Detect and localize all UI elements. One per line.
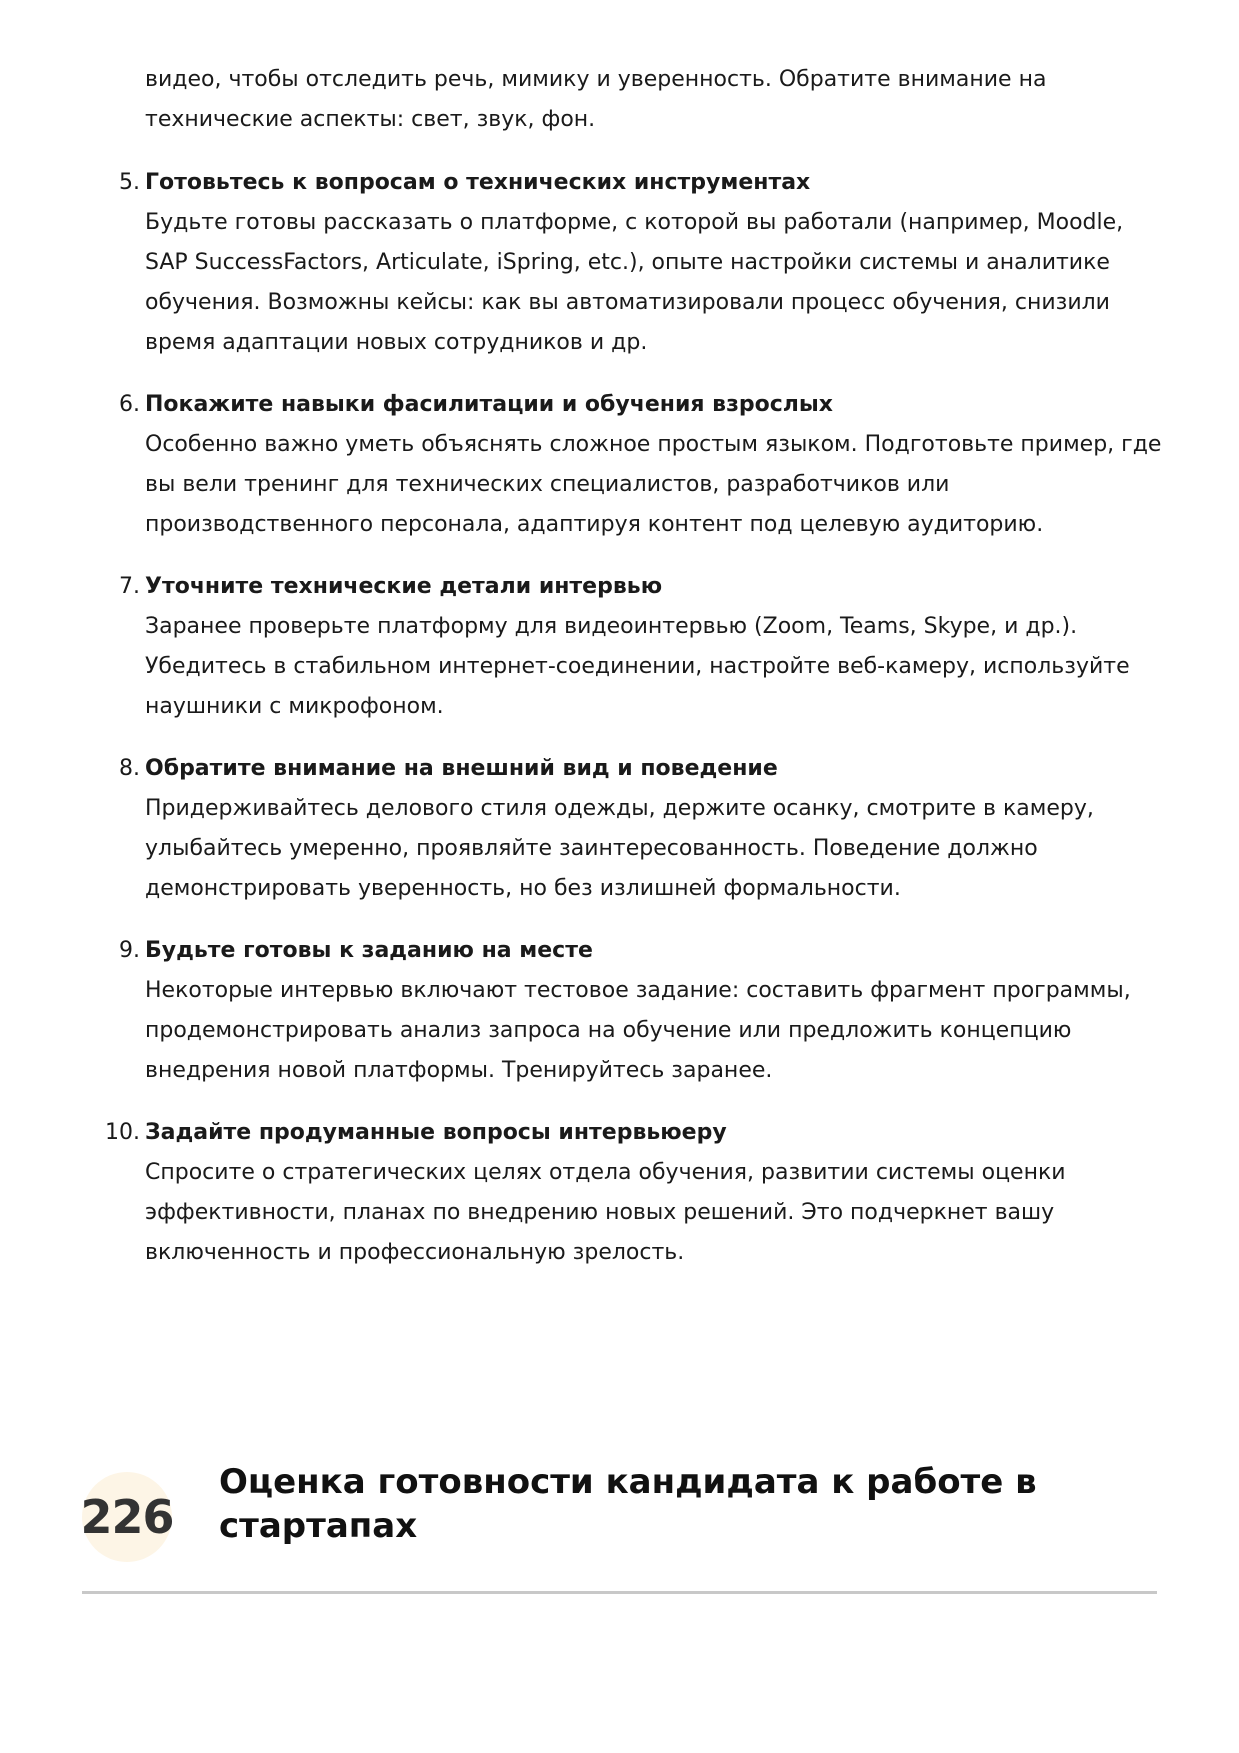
list-item-title: Покажите навыки фасилитации и обучения взрослых (145, 392, 833, 417)
list-item-number: 8. (119, 756, 140, 781)
tips-list (0, 163, 1239, 1295)
list-item-number: 9. (119, 938, 140, 963)
continuation-paragraph: видео, чтобы отследить речь, мимику и уверенность. Обратите внимание на технические аспекты: свет, звук, фон. (145, 67, 1047, 132)
list-item-number: 7. (119, 574, 140, 599)
list-item-title: Готовьтесь к вопросам о технических инструментах (145, 170, 811, 195)
list-item-title: Обратите внимание на внешний вид и поведение (145, 756, 778, 781)
section-number-badge: 226 (82, 1472, 172, 1562)
list-item-body: Придерживайтесь делового стиля одежды, держите осанку, смотрите в камеру, улыбайтесь умеренно, проявляйте заинтересованность. Поведение должно демонстрировать уверенность, но без излишней формальности. (145, 796, 1094, 901)
list-item-body: Спросите о стратегических целях отдела обучения, развитии системы оценки эффективности, планах по внедрению новых решений. Это подчеркнет вашу включенность и профессиональную зрелость. (145, 1160, 1066, 1265)
list-item-body: Некоторые интервью включают тестовое задание: составить фрагмент программы, продемонстрировать анализ запроса на обучение или предложить концепцию внедрения новой платформы. Тренируйтесь заранее. (145, 978, 1131, 1083)
section-divider (82, 1591, 1157, 1594)
section-title: Оценка готовности кандидата к работе в стартапах (219, 1462, 1037, 1546)
list-item-body: Особенно важно уметь объяснять сложное простым языком. Подготовьте пример, где вы вели тренинг для технических специалистов, разработчиков или производственного персонала, адаптируя контент под целевую аудиторию. (145, 432, 1162, 537)
list-item-body: Заранее проверьте платформу для видеоинтервью (Zoom, Teams, Skype, и др.). Убедитесь в стабильном интернет-соединении, настройте веб-камеру, используйте наушники с микрофоном. (145, 614, 1130, 719)
list-item (0, 749, 1165, 909)
list-item-body: Будьте готовы рассказать о платформе, с которой вы работали (например, Moodle, SAP SuccessFactors, Articulate, iSpring, etc.), опыте настройки системы и аналитике обучения. Возможны кейсы: как вы автоматизировали процесс обучения, снизили время адаптации новых сотрудников и др. (145, 210, 1124, 355)
list-item (0, 163, 1165, 363)
list-item (0, 385, 1165, 545)
list-item (0, 1113, 1165, 1273)
list-item-number: 5. (119, 170, 140, 195)
list-item (0, 567, 1165, 727)
list-item-number: 10. (105, 1120, 140, 1145)
list-item-title: Задайте продуманные вопросы интервьюеру (145, 1120, 727, 1145)
list-item (0, 931, 1165, 1091)
section-heading (82, 1460, 1157, 1600)
list-item-title: Будьте готовы к заданию на месте (145, 938, 593, 963)
list-item-title: Уточните технические детали интервью (145, 574, 663, 599)
list-item-number: 6. (119, 392, 140, 417)
